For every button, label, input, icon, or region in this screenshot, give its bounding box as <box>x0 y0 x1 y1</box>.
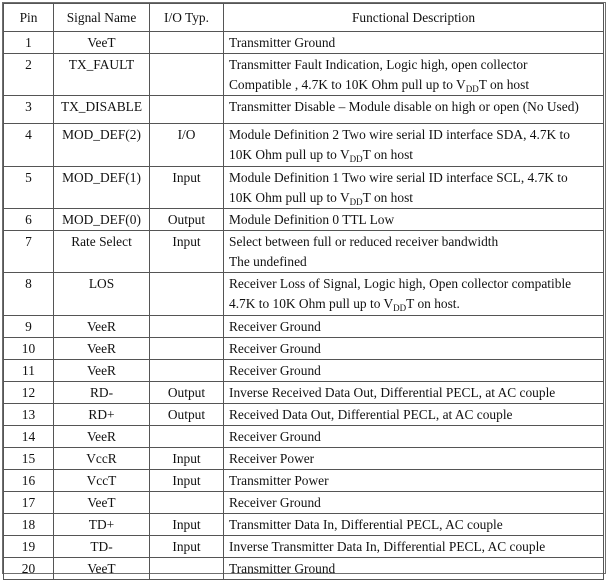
pin-number-cell: 5 <box>4 167 54 209</box>
column-header-functional-description: Functional Description <box>224 4 604 32</box>
description-text: Received Data Out, Differential PECL, at AC couple <box>229 407 513 422</box>
column-header-io-type: I/O Typ. <box>150 4 224 32</box>
description-line <box>229 168 599 188</box>
functional-description-cell <box>224 32 604 54</box>
io-type-cell <box>150 338 224 360</box>
description-text: Receiver Ground <box>229 319 321 334</box>
description-line <box>229 515 599 535</box>
functional-description-cell <box>224 124 604 167</box>
pin-number-cell: 19 <box>4 536 54 558</box>
description-text: Receiver Ground <box>229 495 321 510</box>
functional-description-cell <box>224 316 604 338</box>
pin-number-cell: 2 <box>4 54 54 96</box>
signal-name-cell: VeeR <box>54 338 150 360</box>
functional-description-cell <box>224 514 604 536</box>
table-row <box>4 536 604 558</box>
pin-number-cell: 16 <box>4 470 54 492</box>
signal-name-cell: MOD_DEF(0) <box>54 209 150 231</box>
functional-description-cell <box>224 404 604 426</box>
signal-name-cell: RD- <box>54 382 150 404</box>
column-header-signal-name: Signal Name <box>54 4 150 32</box>
table-header-row <box>4 4 604 32</box>
table-row <box>4 167 604 209</box>
description-line <box>229 317 599 337</box>
signal-name-cell: VeeT <box>54 32 150 54</box>
description-line <box>229 383 599 403</box>
functional-description-cell <box>224 54 604 96</box>
description-line <box>229 145 599 165</box>
signal-name-cell: Rate Select <box>54 231 150 273</box>
description-line <box>229 405 599 425</box>
table-row <box>4 96 604 124</box>
signal-name-cell: VeeT <box>54 558 150 580</box>
pin-number-cell: 3 <box>4 96 54 124</box>
description-text: Transmitter Ground <box>229 35 336 50</box>
description-text: Module Definition 1 Two wire serial ID interface SCL, 4.7K to <box>229 170 568 185</box>
description-line <box>229 449 599 469</box>
io-type-cell: Input <box>150 470 224 492</box>
io-type-cell <box>150 426 224 448</box>
functional-description-cell <box>224 167 604 209</box>
table-row <box>4 32 604 54</box>
pin-number-cell: 10 <box>4 338 54 360</box>
io-type-cell <box>150 96 224 124</box>
description-text: Receiver Power <box>229 451 315 466</box>
table-row <box>4 54 604 96</box>
subscript-text: DD <box>465 84 479 94</box>
description-line <box>229 125 599 145</box>
io-type-cell <box>150 558 224 580</box>
description-line <box>229 232 599 252</box>
functional-description-cell <box>224 448 604 470</box>
table-row <box>4 273 604 316</box>
table-row <box>4 514 604 536</box>
io-type-cell: Output <box>150 404 224 426</box>
functional-description-cell <box>224 536 604 558</box>
description-line <box>229 75 599 95</box>
pin-number-cell: 8 <box>4 273 54 316</box>
signal-name-cell: VccR <box>54 448 150 470</box>
pin-number-cell: 13 <box>4 404 54 426</box>
description-text: Receiver Ground <box>229 341 321 356</box>
description-text: Inverse Transmitter Data In, Differential PECL, AC couple <box>229 539 546 554</box>
signal-name-cell: VeeR <box>54 426 150 448</box>
pin-number-cell: 4 <box>4 124 54 167</box>
io-type-cell: Input <box>150 536 224 558</box>
table-row <box>4 426 604 448</box>
description-text: Transmitter Ground <box>229 561 336 576</box>
description-text: T on host <box>478 77 530 92</box>
description-text: Module Definition 2 Two wire serial ID interface SDA, 4.7K to <box>229 127 570 142</box>
pin-number-cell: 17 <box>4 492 54 514</box>
description-line <box>229 33 599 53</box>
signal-name-cell: TX_FAULT <box>54 54 150 96</box>
io-type-cell: Output <box>150 209 224 231</box>
pin-number-cell: 15 <box>4 448 54 470</box>
description-text: T on host <box>362 147 414 162</box>
io-type-cell <box>150 54 224 96</box>
table-row <box>4 470 604 492</box>
description-line <box>229 274 599 294</box>
table-row <box>4 448 604 470</box>
io-type-cell <box>150 492 224 514</box>
io-type-cell <box>150 360 224 382</box>
description-line <box>229 427 599 447</box>
io-type-cell: Input <box>150 167 224 209</box>
pin-number-cell: 14 <box>4 426 54 448</box>
functional-description-cell <box>224 470 604 492</box>
functional-description-cell <box>224 382 604 404</box>
description-text: Module Definition 0 TTL Low <box>229 212 395 227</box>
pin-number-cell: 20 <box>4 558 54 580</box>
description-line <box>229 339 599 359</box>
table-row <box>4 316 604 338</box>
table-row <box>4 338 604 360</box>
description-text: The undefined <box>229 254 307 269</box>
table-row <box>4 492 604 514</box>
description-line <box>229 537 599 557</box>
pin-number-cell: 11 <box>4 360 54 382</box>
description-text: 4.7K to 10K Ohm pull up to V <box>229 296 394 311</box>
description-text: Compatible , 4.7K to 10K Ohm pull up to V <box>229 77 466 92</box>
signal-name-cell: MOD_DEF(1) <box>54 167 150 209</box>
functional-description-cell <box>224 273 604 316</box>
table-row <box>4 404 604 426</box>
functional-description-cell <box>224 426 604 448</box>
io-type-cell: Output <box>150 382 224 404</box>
description-text: Inverse Received Data Out, Differential PECL, at AC couple <box>229 385 556 400</box>
io-type-cell: Input <box>150 514 224 536</box>
functional-description-cell <box>224 231 604 273</box>
description-text: Transmitter Fault Indication, Logic high, open collector <box>229 57 528 72</box>
table-row <box>4 209 604 231</box>
description-text: T on host. <box>406 296 460 311</box>
subscript-text: DD <box>349 197 363 207</box>
io-type-cell <box>150 32 224 54</box>
description-text: Select between full or reduced receiver bandwidth <box>229 234 499 249</box>
functional-description-cell <box>224 96 604 124</box>
signal-name-cell: TX_DISABLE <box>54 96 150 124</box>
description-line <box>229 361 599 381</box>
pin-definition-table <box>3 3 604 580</box>
description-text: Transmitter Power <box>229 473 329 488</box>
table-row <box>4 124 604 167</box>
signal-name-cell: TD- <box>54 536 150 558</box>
signal-name-cell: VeeR <box>54 316 150 338</box>
table-body <box>4 32 604 580</box>
functional-description-cell <box>224 209 604 231</box>
io-type-cell: I/O <box>150 124 224 167</box>
description-line <box>229 188 599 208</box>
functional-description-cell <box>224 558 604 580</box>
description-line <box>229 493 599 513</box>
pin-number-cell: 6 <box>4 209 54 231</box>
table-row <box>4 382 604 404</box>
description-text: 10K Ohm pull up to V <box>229 147 350 162</box>
pin-number-cell: 1 <box>4 32 54 54</box>
description-line <box>229 471 599 491</box>
subscript-text: DD <box>393 303 407 313</box>
functional-description-cell <box>224 360 604 382</box>
pin-number-cell: 18 <box>4 514 54 536</box>
io-type-cell: Input <box>150 448 224 470</box>
column-header-pin: Pin <box>4 4 54 32</box>
table-row <box>4 360 604 382</box>
pin-number-cell: 12 <box>4 382 54 404</box>
description-text: T on host <box>362 190 414 205</box>
functional-description-cell <box>224 492 604 514</box>
table-row <box>4 231 604 273</box>
description-text: Receiver Ground <box>229 429 321 444</box>
description-text: Transmitter Data In, Differential PECL, AC couple <box>229 517 503 532</box>
signal-name-cell: VeeT <box>54 492 150 514</box>
io-type-cell <box>150 316 224 338</box>
description-text: 10K Ohm pull up to V <box>229 190 350 205</box>
functional-description-cell <box>224 338 604 360</box>
io-type-cell <box>150 273 224 316</box>
description-line <box>229 294 599 314</box>
pin-number-cell: 9 <box>4 316 54 338</box>
description-line <box>229 210 599 230</box>
description-line <box>229 97 599 117</box>
signal-name-cell: VccT <box>54 470 150 492</box>
description-line <box>229 559 599 579</box>
subscript-text: DD <box>349 154 363 164</box>
description-line <box>229 55 599 75</box>
pin-number-cell: 7 <box>4 231 54 273</box>
signal-name-cell: LOS <box>54 273 150 316</box>
description-text: Transmitter Disable – Module disable on high or open (No Used) <box>229 99 579 114</box>
signal-name-cell: VeeR <box>54 360 150 382</box>
description-text: Receiver Loss of Signal, Logic high, Open collector compatible <box>229 276 572 291</box>
io-type-cell: Input <box>150 231 224 273</box>
table-row <box>4 558 604 580</box>
signal-name-cell: RD+ <box>54 404 150 426</box>
signal-name-cell: TD+ <box>54 514 150 536</box>
signal-name-cell: MOD_DEF(2) <box>54 124 150 167</box>
description-text: Receiver Ground <box>229 363 321 378</box>
description-line <box>229 252 599 272</box>
